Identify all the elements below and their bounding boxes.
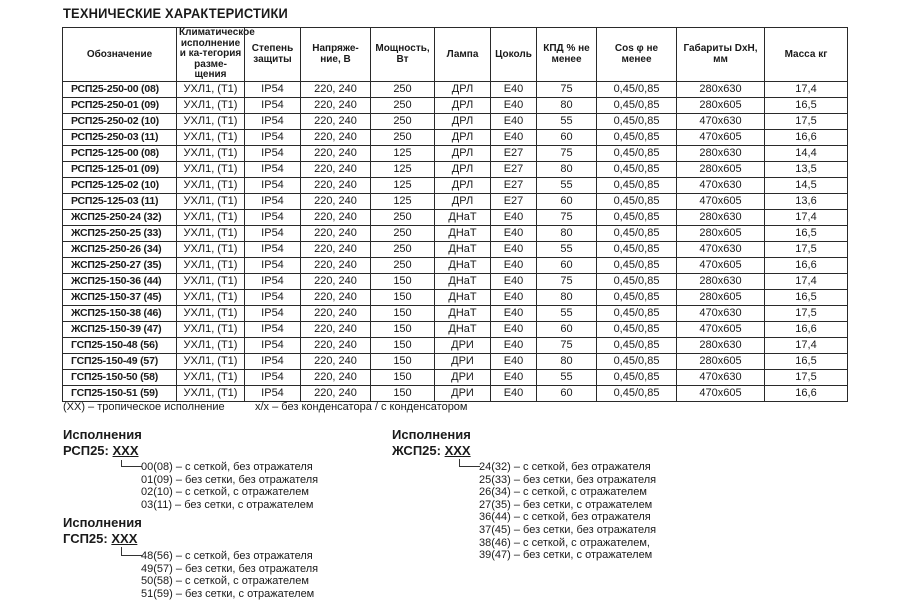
cell-socket: Е40 bbox=[491, 353, 537, 369]
cell-power: 150 bbox=[371, 353, 435, 369]
cell-power: 150 bbox=[371, 385, 435, 401]
table-row bbox=[63, 97, 848, 113]
cell-cos-phi: 0,45/0,85 bbox=[597, 161, 677, 177]
cell-cos-phi: 0,45/0,85 bbox=[597, 225, 677, 241]
cell-lamp: ДРЛ bbox=[435, 97, 491, 113]
cell-cos-phi: 0,45/0,85 bbox=[597, 177, 677, 193]
cell-socket: Е40 bbox=[491, 273, 537, 289]
cell-socket: Е27 bbox=[491, 145, 537, 161]
cell-cos-phi: 0,45/0,85 bbox=[597, 241, 677, 257]
cell-socket: Е27 bbox=[491, 161, 537, 177]
cell-power: 250 bbox=[371, 113, 435, 129]
cell-dimensions: 470x630 bbox=[677, 177, 765, 193]
cell-mass: 16,5 bbox=[765, 225, 848, 241]
table-row bbox=[63, 369, 848, 385]
list-item: 01(09) – без сетки, без отражателя bbox=[141, 473, 319, 486]
cell-power: 250 bbox=[371, 225, 435, 241]
cell-socket: Е40 bbox=[491, 225, 537, 241]
cell-mass: 16,6 bbox=[765, 321, 848, 337]
cell-mass: 17,5 bbox=[765, 241, 848, 257]
cell-protection: IP54 bbox=[245, 369, 301, 385]
cell-climate: УХЛ1, (Т1) bbox=[177, 369, 245, 385]
cell-mass: 17,4 bbox=[765, 337, 848, 353]
cell-voltage: 220, 240 bbox=[301, 321, 371, 337]
cell-lamp: ДРИ bbox=[435, 385, 491, 401]
list-item: 36(44) – с сеткой, без отражателя bbox=[479, 511, 651, 524]
table-row bbox=[63, 225, 848, 241]
cell-mass: 14,4 bbox=[765, 145, 848, 161]
header-mass: Масса кг bbox=[765, 28, 848, 82]
cell-mass: 16,5 bbox=[765, 97, 848, 113]
cell-efficiency: 55 bbox=[537, 305, 597, 321]
cell-socket: Е40 bbox=[491, 209, 537, 225]
cell-socket: Е40 bbox=[491, 385, 537, 401]
cell-cos-phi: 0,45/0,85 bbox=[597, 385, 677, 401]
cell-protection: IP54 bbox=[245, 161, 301, 177]
cell-climate: УХЛ1, (Т1) bbox=[177, 273, 245, 289]
cell-protection: IP54 bbox=[245, 289, 301, 305]
cell-protection: IP54 bbox=[245, 81, 301, 97]
cell-lamp: ДРЛ bbox=[435, 129, 491, 145]
cell-designation: ГСП25-150-49 (57) bbox=[63, 353, 177, 369]
cell-socket: Е40 bbox=[491, 289, 537, 305]
cell-socket: Е27 bbox=[491, 193, 537, 209]
cell-power: 150 bbox=[371, 305, 435, 321]
variants-zhsp-heading bbox=[392, 427, 471, 459]
cell-efficiency: 75 bbox=[537, 337, 597, 353]
cell-designation: ГСП25-150-50 (58) bbox=[63, 369, 177, 385]
variants-gsp-list bbox=[141, 550, 318, 600]
cell-mass: 16,6 bbox=[765, 257, 848, 273]
cell-dimensions: 280x605 bbox=[677, 97, 765, 113]
header-cos-phi: Cos φ не менее bbox=[597, 28, 677, 82]
cell-mass: 13,5 bbox=[765, 161, 848, 177]
cell-lamp: ДРИ bbox=[435, 353, 491, 369]
cell-dimensions: 280x630 bbox=[677, 81, 765, 97]
variants-zhsp-list bbox=[479, 461, 656, 562]
cell-socket: Е40 bbox=[491, 257, 537, 273]
cell-protection: IP54 bbox=[245, 129, 301, 145]
spec-table-body bbox=[63, 81, 848, 401]
cell-cos-phi: 0,45/0,85 bbox=[597, 369, 677, 385]
cell-designation: ЖСП25-250-27 (35) bbox=[63, 257, 177, 273]
table-row bbox=[63, 193, 848, 209]
cell-cos-phi: 0,45/0,85 bbox=[597, 273, 677, 289]
cell-climate: УХЛ1, (Т1) bbox=[177, 113, 245, 129]
cell-power: 150 bbox=[371, 337, 435, 353]
variants-rsp-list bbox=[141, 461, 318, 511]
cell-protection: IP54 bbox=[245, 353, 301, 369]
cell-dimensions: 470x630 bbox=[677, 305, 765, 321]
variants-zhsp-code: XXX bbox=[444, 443, 471, 458]
cell-climate: УХЛ1, (Т1) bbox=[177, 145, 245, 161]
cell-power: 250 bbox=[371, 241, 435, 257]
cell-efficiency: 75 bbox=[537, 209, 597, 225]
list-item: 26(34) – с сеткой, с отражателем bbox=[479, 486, 647, 499]
variants-rsp-bracket bbox=[121, 460, 142, 467]
cell-mass: 17,4 bbox=[765, 81, 848, 97]
list-item: 37(45) – без сетки, без отражателя bbox=[479, 523, 657, 536]
cell-designation: ЖСП25-150-38 (46) bbox=[63, 305, 177, 321]
variants-zhsp-title: Исполнения bbox=[392, 427, 471, 442]
cell-mass: 16,6 bbox=[765, 129, 848, 145]
cell-efficiency: 60 bbox=[537, 321, 597, 337]
cell-voltage: 220, 240 bbox=[301, 177, 371, 193]
cell-voltage: 220, 240 bbox=[301, 225, 371, 241]
cell-mass: 16,6 bbox=[765, 385, 848, 401]
cell-designation: РСП25-250-01 (09) bbox=[63, 97, 177, 113]
list-item: 50(58) – с сеткой, с отражателем bbox=[141, 575, 309, 588]
list-item: 03(11) – без сетки, с отражателем bbox=[141, 498, 314, 511]
cell-mass: 14,5 bbox=[765, 177, 848, 193]
cell-dimensions: 470x605 bbox=[677, 385, 765, 401]
cell-cos-phi: 0,45/0,85 bbox=[597, 113, 677, 129]
footnote-tropical: (XX) – тропическое исполнение bbox=[63, 401, 225, 413]
cell-efficiency: 75 bbox=[537, 81, 597, 97]
cell-power: 250 bbox=[371, 81, 435, 97]
cell-efficiency: 55 bbox=[537, 177, 597, 193]
table-row bbox=[63, 145, 848, 161]
cell-power: 250 bbox=[371, 257, 435, 273]
table-row bbox=[63, 129, 848, 145]
cell-dimensions: 280x605 bbox=[677, 289, 765, 305]
table-row bbox=[63, 289, 848, 305]
cell-climate: УХЛ1, (Т1) bbox=[177, 225, 245, 241]
cell-dimensions: 470x630 bbox=[677, 241, 765, 257]
table-row bbox=[63, 305, 848, 321]
cell-efficiency: 80 bbox=[537, 161, 597, 177]
list-item: 39(47) – без сетки, с отражателем bbox=[479, 549, 653, 562]
cell-designation: РСП25-125-00 (08) bbox=[63, 145, 177, 161]
cell-power: 150 bbox=[371, 289, 435, 305]
cell-designation: ЖСП25-150-37 (45) bbox=[63, 289, 177, 305]
cell-climate: УХЛ1, (Т1) bbox=[177, 353, 245, 369]
table-row bbox=[63, 273, 848, 289]
cell-mass: 16,5 bbox=[765, 289, 848, 305]
variants-gsp-heading bbox=[63, 515, 142, 547]
cell-dimensions: 280x630 bbox=[677, 337, 765, 353]
cell-lamp: ДНаТ bbox=[435, 273, 491, 289]
cell-protection: IP54 bbox=[245, 209, 301, 225]
cell-cos-phi: 0,45/0,85 bbox=[597, 145, 677, 161]
table-row bbox=[63, 161, 848, 177]
cell-designation: ЖСП25-150-36 (44) bbox=[63, 273, 177, 289]
cell-protection: IP54 bbox=[245, 225, 301, 241]
cell-protection: IP54 bbox=[245, 257, 301, 273]
cell-lamp: ДНаТ bbox=[435, 225, 491, 241]
cell-voltage: 220, 240 bbox=[301, 193, 371, 209]
header-lamp: Лампа bbox=[435, 28, 491, 82]
header-power: Мощность, Вт bbox=[371, 28, 435, 82]
cell-protection: IP54 bbox=[245, 385, 301, 401]
cell-socket: Е27 bbox=[491, 177, 537, 193]
cell-power: 150 bbox=[371, 273, 435, 289]
table-row bbox=[63, 337, 848, 353]
cell-efficiency: 55 bbox=[537, 369, 597, 385]
cell-dimensions: 280x630 bbox=[677, 209, 765, 225]
table-header-row bbox=[63, 28, 848, 82]
cell-cos-phi: 0,45/0,85 bbox=[597, 337, 677, 353]
cell-climate: УХЛ1, (Т1) bbox=[177, 161, 245, 177]
header-climate: Климатическое исполнение и ка-тегория разме-щения bbox=[177, 28, 245, 82]
cell-lamp: ДНаТ bbox=[435, 257, 491, 273]
cell-power: 125 bbox=[371, 177, 435, 193]
cell-dimensions: 470x605 bbox=[677, 257, 765, 273]
variants-gsp-code: XXX bbox=[111, 531, 138, 546]
cell-designation: РСП25-125-02 (10) bbox=[63, 177, 177, 193]
cell-efficiency: 80 bbox=[537, 289, 597, 305]
cell-climate: УХЛ1, (Т1) bbox=[177, 97, 245, 113]
variants-rsp-code-line: РСП25: XXX bbox=[63, 443, 139, 458]
cell-efficiency: 60 bbox=[537, 193, 597, 209]
cell-mass: 17,4 bbox=[765, 273, 848, 289]
variants-gsp-bracket bbox=[121, 547, 142, 556]
header-dimensions: Габариты DxH, мм bbox=[677, 28, 765, 82]
cell-power: 250 bbox=[371, 129, 435, 145]
cell-mass: 17,5 bbox=[765, 305, 848, 321]
cell-efficiency: 75 bbox=[537, 145, 597, 161]
cell-designation: РСП25-125-01 (09) bbox=[63, 161, 177, 177]
header-protection: Степень защиты bbox=[245, 28, 301, 82]
cell-socket: Е40 bbox=[491, 321, 537, 337]
cell-voltage: 220, 240 bbox=[301, 113, 371, 129]
cell-dimensions: 280x605 bbox=[677, 161, 765, 177]
cell-lamp: ДНаТ bbox=[435, 305, 491, 321]
cell-protection: IP54 bbox=[245, 145, 301, 161]
variants-rsp-code: XXX bbox=[112, 443, 139, 458]
cell-socket: Е40 bbox=[491, 81, 537, 97]
cell-socket: Е40 bbox=[491, 113, 537, 129]
cell-dimensions: 470x630 bbox=[677, 369, 765, 385]
cell-climate: УХЛ1, (Т1) bbox=[177, 81, 245, 97]
cell-socket: Е40 bbox=[491, 369, 537, 385]
cell-cos-phi: 0,45/0,85 bbox=[597, 81, 677, 97]
table-row bbox=[63, 257, 848, 273]
cell-dimensions: 470x605 bbox=[677, 193, 765, 209]
table-row bbox=[63, 113, 848, 129]
cell-lamp: ДНаТ bbox=[435, 321, 491, 337]
header-voltage: Напряже-ние, В bbox=[301, 28, 371, 82]
variants-gsp-code-line: ГСП25: XXX bbox=[63, 531, 138, 546]
cell-voltage: 220, 240 bbox=[301, 337, 371, 353]
cell-climate: УХЛ1, (Т1) bbox=[177, 193, 245, 209]
cell-power: 125 bbox=[371, 193, 435, 209]
table-row bbox=[63, 81, 848, 97]
cell-voltage: 220, 240 bbox=[301, 145, 371, 161]
cell-voltage: 220, 240 bbox=[301, 209, 371, 225]
cell-climate: УХЛ1, (Т1) bbox=[177, 257, 245, 273]
variants-gsp-title: Исполнения bbox=[63, 515, 142, 530]
cell-efficiency: 55 bbox=[537, 241, 597, 257]
cell-voltage: 220, 240 bbox=[301, 273, 371, 289]
cell-power: 150 bbox=[371, 369, 435, 385]
cell-designation: ЖСП25-150-39 (47) bbox=[63, 321, 177, 337]
cell-cos-phi: 0,45/0,85 bbox=[597, 193, 677, 209]
table-row bbox=[63, 353, 848, 369]
cell-dimensions: 470x605 bbox=[677, 129, 765, 145]
cell-cos-phi: 0,45/0,85 bbox=[597, 289, 677, 305]
table-row bbox=[63, 209, 848, 225]
cell-dimensions: 280x630 bbox=[677, 273, 765, 289]
cell-designation: РСП25-250-03 (11) bbox=[63, 129, 177, 145]
cell-lamp: ДНаТ bbox=[435, 209, 491, 225]
cell-efficiency: 60 bbox=[537, 257, 597, 273]
cell-cos-phi: 0,45/0,85 bbox=[597, 305, 677, 321]
cell-power: 250 bbox=[371, 209, 435, 225]
cell-designation: ЖСП25-250-25 (33) bbox=[63, 225, 177, 241]
table-row bbox=[63, 385, 848, 401]
list-item: 00(08) – с сеткой, без отражателя bbox=[141, 461, 313, 473]
cell-voltage: 220, 240 bbox=[301, 305, 371, 321]
variants-zhsp-bracket bbox=[459, 459, 480, 467]
cell-climate: УХЛ1, (Т1) bbox=[177, 177, 245, 193]
cell-socket: Е40 bbox=[491, 241, 537, 257]
cell-lamp: ДНаТ bbox=[435, 289, 491, 305]
cell-power: 250 bbox=[371, 97, 435, 113]
cell-dimensions: 470x605 bbox=[677, 321, 765, 337]
cell-cos-phi: 0,45/0,85 bbox=[597, 321, 677, 337]
cell-power: 150 bbox=[371, 321, 435, 337]
cell-lamp: ДРЛ bbox=[435, 113, 491, 129]
cell-voltage: 220, 240 bbox=[301, 241, 371, 257]
list-item: 02(10) – с сеткой, с отражателем bbox=[141, 486, 309, 499]
cell-voltage: 220, 240 bbox=[301, 97, 371, 113]
cell-climate: УХЛ1, (Т1) bbox=[177, 289, 245, 305]
cell-dimensions: 280x630 bbox=[677, 145, 765, 161]
cell-designation: ГСП25-150-48 (56) bbox=[63, 337, 177, 353]
cell-lamp: ДРЛ bbox=[435, 193, 491, 209]
cell-lamp: ДРЛ bbox=[435, 161, 491, 177]
cell-designation: РСП25-125-03 (11) bbox=[63, 193, 177, 209]
cell-efficiency: 80 bbox=[537, 353, 597, 369]
cell-efficiency: 60 bbox=[537, 385, 597, 401]
cell-protection: IP54 bbox=[245, 241, 301, 257]
variants-zhsp-code-line: ЖСП25: XXX bbox=[392, 443, 471, 458]
cell-protection: IP54 bbox=[245, 177, 301, 193]
cell-mass: 16,5 bbox=[765, 353, 848, 369]
table-row bbox=[63, 241, 848, 257]
list-item: 27(35) – без сетки, с отражателем bbox=[479, 498, 653, 511]
cell-designation: РСП25-250-00 (08) bbox=[63, 81, 177, 97]
list-item: 49(57) – без сетки, без отражателя bbox=[141, 562, 319, 575]
cell-voltage: 220, 240 bbox=[301, 81, 371, 97]
cell-lamp: ДРИ bbox=[435, 337, 491, 353]
cell-cos-phi: 0,45/0,85 bbox=[597, 353, 677, 369]
cell-efficiency: 80 bbox=[537, 225, 597, 241]
cell-cos-phi: 0,45/0,85 bbox=[597, 129, 677, 145]
cell-socket: Е40 bbox=[491, 337, 537, 353]
table-row bbox=[63, 177, 848, 193]
cell-lamp: ДНаТ bbox=[435, 241, 491, 257]
list-item: 25(33) – без сетки, без отражателя bbox=[479, 473, 657, 486]
cell-climate: УХЛ1, (Т1) bbox=[177, 385, 245, 401]
cell-lamp: ДРЛ bbox=[435, 145, 491, 161]
spec-table bbox=[62, 27, 848, 402]
cell-protection: IP54 bbox=[245, 113, 301, 129]
cell-lamp: ДРЛ bbox=[435, 177, 491, 193]
cell-climate: УХЛ1, (Т1) bbox=[177, 321, 245, 337]
cell-mass: 17,5 bbox=[765, 369, 848, 385]
cell-designation: ЖСП25-250-26 (34) bbox=[63, 241, 177, 257]
variants-rsp-title: Исполнения bbox=[63, 427, 142, 442]
cell-dimensions: 280x605 bbox=[677, 353, 765, 369]
cell-cos-phi: 0,45/0,85 bbox=[597, 209, 677, 225]
table-row bbox=[63, 321, 848, 337]
cell-voltage: 220, 240 bbox=[301, 129, 371, 145]
cell-cos-phi: 0,45/0,85 bbox=[597, 257, 677, 273]
footnote-capacitor: x/x – без конденсатора / с конденсатором bbox=[255, 401, 468, 413]
cell-climate: УХЛ1, (Т1) bbox=[177, 305, 245, 321]
cell-climate: УХЛ1, (Т1) bbox=[177, 241, 245, 257]
cell-socket: Е40 bbox=[491, 305, 537, 321]
cell-lamp: ДРЛ bbox=[435, 81, 491, 97]
cell-cos-phi: 0,45/0,85 bbox=[597, 97, 677, 113]
page-title: ТЕХНИЧЕСКИЕ ХАРАКТЕРИСТИКИ bbox=[63, 5, 288, 21]
cell-designation: РСП25-250-02 (10) bbox=[63, 113, 177, 129]
header-designation: Обозначение bbox=[63, 28, 177, 82]
header-socket: Цоколь bbox=[491, 28, 537, 82]
cell-dimensions: 470x630 bbox=[677, 113, 765, 129]
cell-mass: 17,5 bbox=[765, 113, 848, 129]
list-item: 38(46) – с сеткой, с отражателем, bbox=[479, 536, 650, 549]
cell-climate: УХЛ1, (Т1) bbox=[177, 337, 245, 353]
cell-lamp: ДРИ bbox=[435, 369, 491, 385]
cell-efficiency: 75 bbox=[537, 273, 597, 289]
variants-rsp-heading bbox=[63, 427, 142, 459]
cell-voltage: 220, 240 bbox=[301, 161, 371, 177]
cell-efficiency: 55 bbox=[537, 113, 597, 129]
list-item: 51(59) – без сетки, с отражателем bbox=[141, 587, 315, 600]
cell-protection: IP54 bbox=[245, 193, 301, 209]
cell-voltage: 220, 240 bbox=[301, 289, 371, 305]
cell-efficiency: 60 bbox=[537, 129, 597, 145]
cell-power: 125 bbox=[371, 145, 435, 161]
cell-power: 125 bbox=[371, 161, 435, 177]
cell-voltage: 220, 240 bbox=[301, 369, 371, 385]
cell-designation: ГСП25-150-51 (59) bbox=[63, 385, 177, 401]
cell-climate: УХЛ1, (Т1) bbox=[177, 129, 245, 145]
cell-socket: Е40 bbox=[491, 129, 537, 145]
cell-protection: IP54 bbox=[245, 337, 301, 353]
list-item: 24(32) – с сеткой, без отражателя bbox=[479, 461, 651, 473]
cell-voltage: 220, 240 bbox=[301, 385, 371, 401]
header-efficiency: КПД % не менее bbox=[537, 28, 597, 82]
cell-protection: IP54 bbox=[245, 321, 301, 337]
cell-voltage: 220, 240 bbox=[301, 257, 371, 273]
cell-protection: IP54 bbox=[245, 273, 301, 289]
cell-mass: 13,6 bbox=[765, 193, 848, 209]
cell-efficiency: 80 bbox=[537, 97, 597, 113]
cell-dimensions: 280x605 bbox=[677, 225, 765, 241]
cell-designation: ЖСП25-250-24 (32) bbox=[63, 209, 177, 225]
cell-socket: Е40 bbox=[491, 97, 537, 113]
list-item: 48(56) – с сеткой, без отражателя bbox=[141, 550, 313, 562]
cell-voltage: 220, 240 bbox=[301, 353, 371, 369]
cell-mass: 17,4 bbox=[765, 209, 848, 225]
cell-protection: IP54 bbox=[245, 305, 301, 321]
cell-protection: IP54 bbox=[245, 97, 301, 113]
cell-climate: УХЛ1, (Т1) bbox=[177, 209, 245, 225]
